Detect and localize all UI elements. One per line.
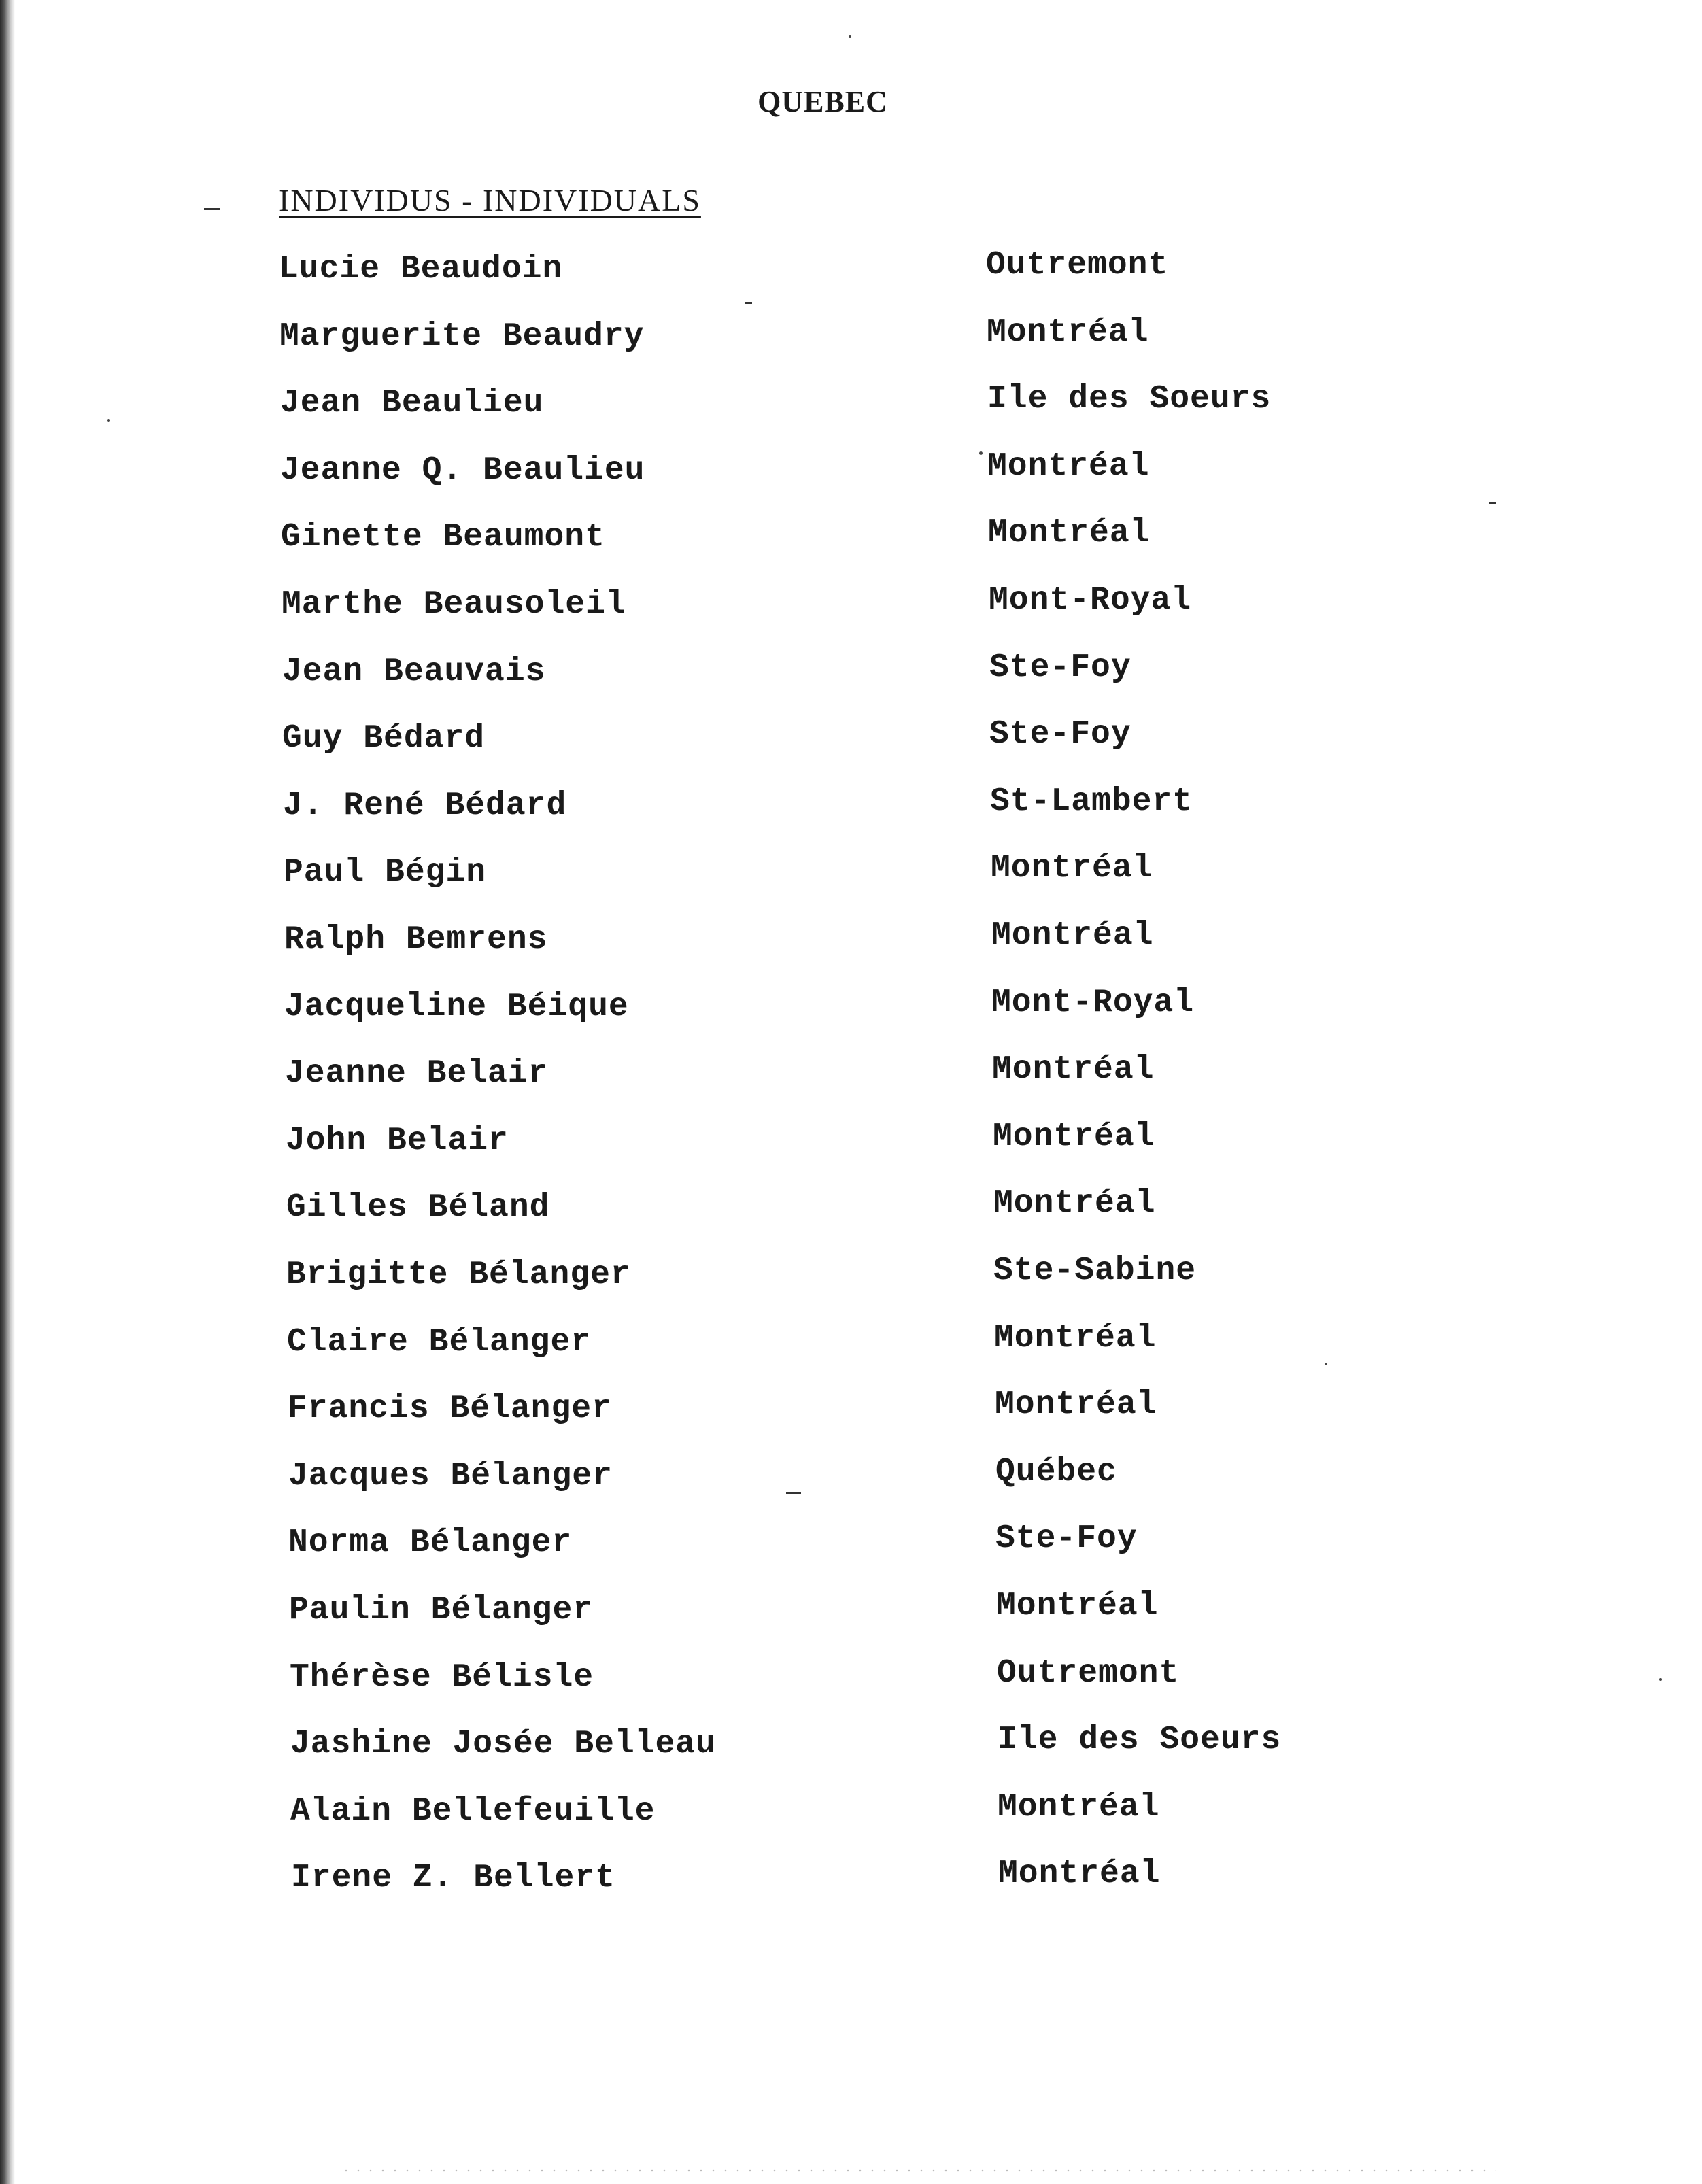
entry-name: J. René Bédard <box>283 787 567 824</box>
entry-name: John Belair <box>286 1123 509 1159</box>
entry-city: Montréal <box>991 850 1153 887</box>
scan-mark <box>1489 502 1496 504</box>
entry-name: Jeanne Q. Beaulieu <box>280 452 645 489</box>
binding-edge <box>0 0 15 2184</box>
entry-city: Ste-Sabine <box>993 1252 1197 1289</box>
scan-speck <box>107 419 110 422</box>
entry-city: Outremont <box>997 1655 1180 1692</box>
entry-city: Montréal <box>993 1185 1156 1222</box>
scan-mark <box>745 302 752 304</box>
entry-name: Ginette Beaumont <box>281 519 605 556</box>
entry-name: Paulin Bélanger <box>289 1592 594 1628</box>
entry-name: Jean Beaulieu <box>280 385 544 422</box>
entry-name: Ralph Bemrens <box>284 921 548 958</box>
entry-city: Mont-Royal <box>991 985 1195 1021</box>
entry-name: Brigitte Bélanger <box>286 1257 631 1293</box>
entry-city: Ste-Foy <box>989 716 1131 753</box>
entry-name: Gilles Béland <box>286 1189 550 1226</box>
entry-city: St-Lambert <box>990 783 1193 820</box>
entry-city: Montréal <box>998 1789 1160 1826</box>
section-title: INDIVIDUS - INDIVIDUALS <box>279 183 701 218</box>
entry-city: Montréal <box>996 1588 1159 1624</box>
entry-name: Marguerite Beaudry <box>279 318 645 355</box>
scan-noise <box>340 2169 1496 2172</box>
entry-city: Québec <box>995 1454 1117 1490</box>
entry-name: Paul Bégin <box>284 854 487 891</box>
entry-city: Montréal <box>987 448 1150 485</box>
entry-name: Francis Bélanger <box>288 1390 612 1427</box>
entry-city: Montréal <box>995 1386 1157 1423</box>
entry-name: Claire Bélanger <box>287 1324 592 1361</box>
entry-city: Montréal <box>987 314 1149 351</box>
entry-name: Alain Bellefeuille <box>290 1793 656 1830</box>
entry-name: Lucie Beaudoin <box>279 251 563 288</box>
scan-speck <box>979 451 983 455</box>
entry-name: Jacqueline Béique <box>284 989 629 1025</box>
entry-name: Guy Bédard <box>282 720 486 757</box>
page-heading: QUEBEC <box>758 85 888 118</box>
entry-city: Montréal <box>993 1119 1155 1155</box>
scan-speck <box>849 35 851 38</box>
entry-name: Irene Z. Bellert <box>291 1860 615 1896</box>
entry-name: Jean Beauvais <box>282 653 546 690</box>
entry-city: Montréal <box>992 1051 1155 1088</box>
entry-city: Montréal <box>988 515 1151 551</box>
entry-name: Jacques Bélanger <box>288 1458 613 1495</box>
entry-city: Mont-Royal <box>989 582 1192 619</box>
entry-name: Marthe Beausoleil <box>282 586 626 623</box>
entry-city: Ile des Soeurs <box>998 1722 1282 1758</box>
entry-city: Ile des Soeurs <box>987 381 1272 417</box>
entry-city: Outremont <box>986 247 1169 284</box>
entry-city: Ste-Foy <box>989 649 1131 686</box>
scan-speck <box>1325 1363 1327 1365</box>
entry-city: Montréal <box>994 1320 1157 1357</box>
scan-mark <box>204 208 220 210</box>
entry-name: Thérèse Bélisle <box>290 1659 594 1696</box>
entry-city: Montréal <box>991 917 1154 954</box>
entry-city: Ste-Foy <box>995 1520 1138 1557</box>
entry-name: Norma Bélanger <box>288 1524 573 1561</box>
scan-speck <box>1659 1678 1662 1681</box>
scan-mark <box>786 1492 801 1494</box>
entry-name: Jashine Josée Belleau <box>290 1726 716 1762</box>
entry-city: Montréal <box>998 1856 1161 1892</box>
entry-name: Jeanne Belair <box>285 1055 549 1092</box>
